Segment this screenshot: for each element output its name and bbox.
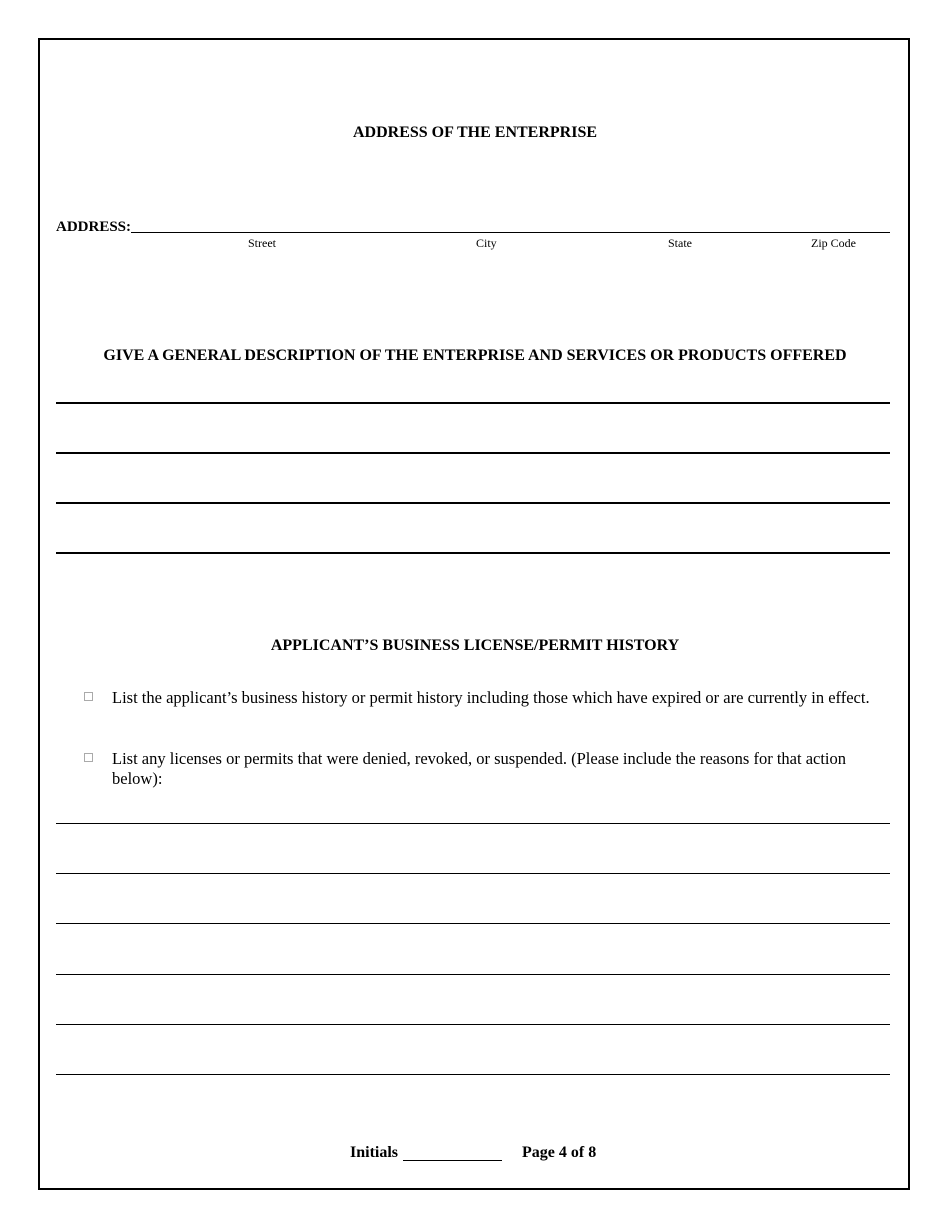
initials-label: Initials [350,1144,399,1161]
reasons-line[interactable] [56,974,890,975]
reasons-line[interactable] [56,923,890,924]
description-line[interactable] [56,452,890,454]
zip-code-sublabel: Zip Code [811,236,856,250]
city-sublabel: City [476,236,497,250]
reasons-line[interactable] [56,1074,890,1075]
license-history-heading: APPLICANT’S BUSINESS LICENSE/PERMIT HISTORY [270,637,680,654]
description-line[interactable] [56,402,890,404]
description-line[interactable] [56,552,890,554]
state-sublabel: State [668,236,692,250]
page-border [38,38,910,1190]
reasons-line[interactable] [56,1024,890,1025]
denied-permits-item-text: List any licenses or permits that were denied, revoked, or suspended. (Please include the reasons for that action below): [112,749,847,788]
reasons-line[interactable] [56,823,890,824]
history-checkbox[interactable] [84,692,93,701]
page-number: Page 4 of 8 [522,1144,597,1161]
address-label: ADDRESS: [56,219,132,235]
address-heading: ADDRESS OF THE ENTERPRISE [352,124,598,141]
street-sublabel: Street [248,236,276,250]
description-heading: GIVE A GENERAL DESCRIPTION OF THE ENTERPRISE AND SERVICES OR PRODUCTS OFFERED [103,347,847,364]
denied-permits-checkbox[interactable] [84,753,93,762]
history-item-text: List the applicant’s business history or permit history including those which have expired or are currently in effect. [112,688,870,707]
address-input-line[interactable] [131,232,890,233]
initials-input-line[interactable] [403,1160,502,1161]
reasons-line[interactable] [56,873,890,874]
description-line[interactable] [56,502,890,504]
